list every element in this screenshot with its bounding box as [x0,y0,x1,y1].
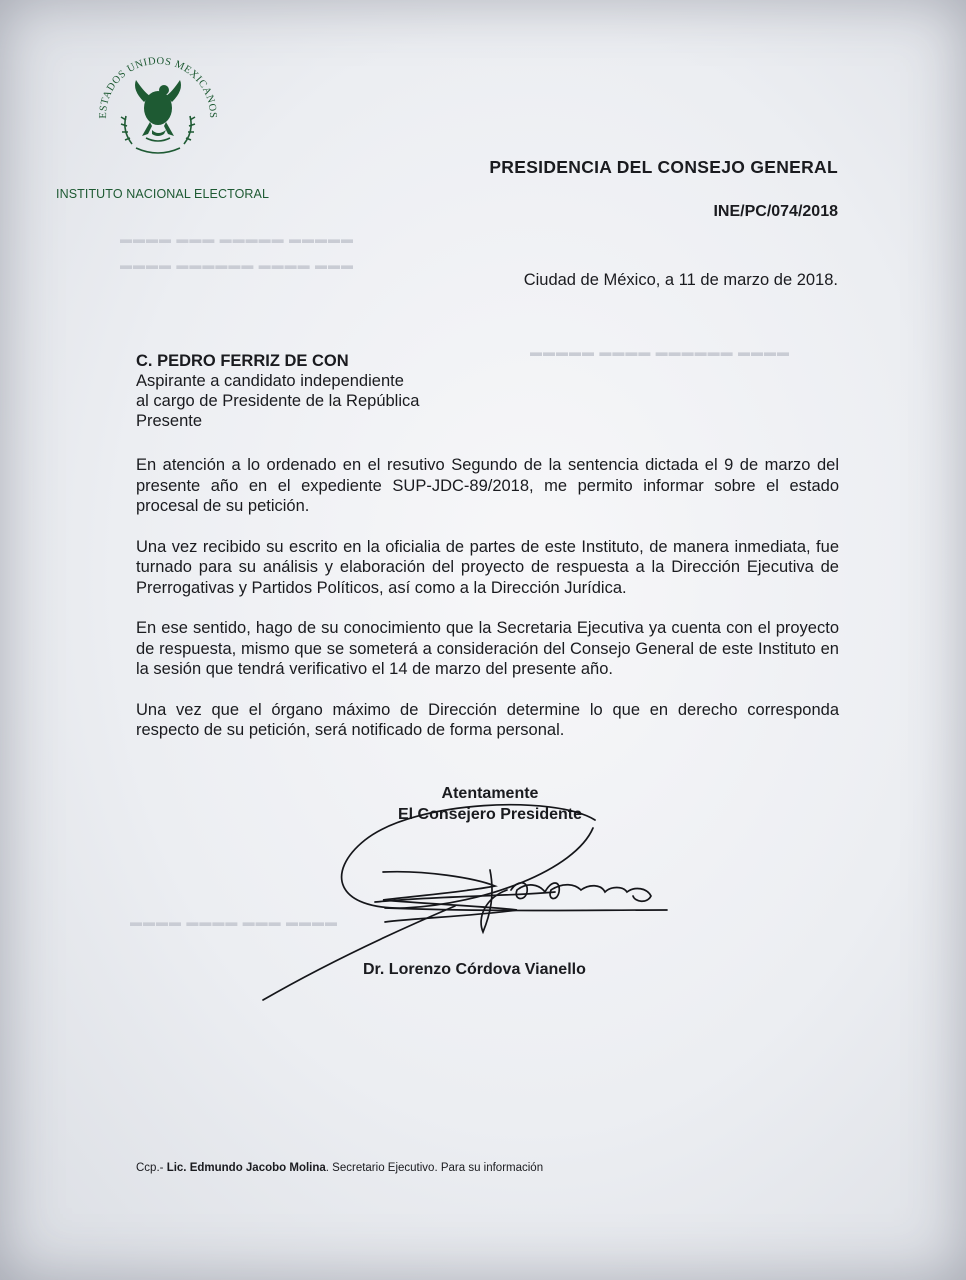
letter-body [136,455,839,761]
body-paragraph: Una vez recibido su escrito en la oficialia de partes de este Instituto, de manera inmediata, fue turnado para su análisis y elaboración del proyecto de respuesta a la Dirección Ejecutiva de Prerrogativas y Partidos Políticos, así como a la Dirección Jurídica. [136,537,839,597]
document-number: INE/PC/074/2018 [713,203,838,220]
cc-recipient-role: . Secretario Ejecutivo. Para su información [325,1162,544,1174]
body-paragraph: Una vez que el órgano máximo de Dirección determine lo que en derecho corresponda respecto de su petición, será notificado de forma personal. [136,700,839,739]
addressee-line: Presente [136,412,203,430]
cc-prefix: Ccp.- [136,1162,164,1174]
addressee-line: Aspirante a candidato independiente [136,372,404,390]
bleed-through-text: ▬▬▬▬▬ ▬▬▬▬ ▬▬▬▬▬▬ ▬▬▬▬ [530,345,791,359]
svg-text:ESTADOS UNIDOS MEXICANOS: ESTADOS UNIDOS MEXICANOS [97,55,219,119]
closing-salutation: Atentamente [441,785,539,802]
addressee-name: C. PEDRO FERRIZ DE CON [136,352,349,370]
office-title: PRESIDENCIA DEL CONSEJO GENERAL [489,157,838,177]
date-line: Ciudad de México, a 11 de marzo de 2018. [523,271,838,289]
bleed-through-text: ▬▬▬▬ ▬▬▬▬▬▬ ▬▬▬▬ ▬▬▬ [120,258,355,272]
addressee-block [136,351,636,431]
institution-name: INSTITUTO NACIONAL ELECTORAL [56,187,270,201]
body-paragraph: En atención a lo ordenado en el resutivo Segundo de la sentencia dictada el 9 de marzo del presente año en el expediente SUP-JDC-89/2018, me permito informar sobre el estado procesal de su petición. [136,456,839,515]
mexican-coat-of-arms-seal-icon [92,46,224,178]
bleed-through-text: ▬▬▬▬ ▬▬▬ ▬▬▬▬▬ ▬▬▬▬▬ [120,232,355,246]
body-paragraph: En ese sentido, hago de su conocimiento que la Secretaria Ejecutiva ya cuenta con el proyecto de respuesta, mismo que se someterá a consideración del Consejo General de este Instituto en la sesión que tendrá verificativo el 14 de marzo del presente año. [136,619,839,678]
signer-name: Dr. Lorenzo Córdova Vianello [363,961,586,978]
signer-title: El Consejero Presidente [397,806,583,823]
bleed-through-text: ▬▬▬▬ ▬▬▬▬ ▬▬▬ ▬▬▬▬ [130,915,339,929]
addressee-line: al cargo de Presidente de la República [136,392,420,410]
cc-recipient-name: Lic. Edmundo Jacobo Molina [166,1162,326,1174]
carbon-copy-line [136,1162,543,1174]
